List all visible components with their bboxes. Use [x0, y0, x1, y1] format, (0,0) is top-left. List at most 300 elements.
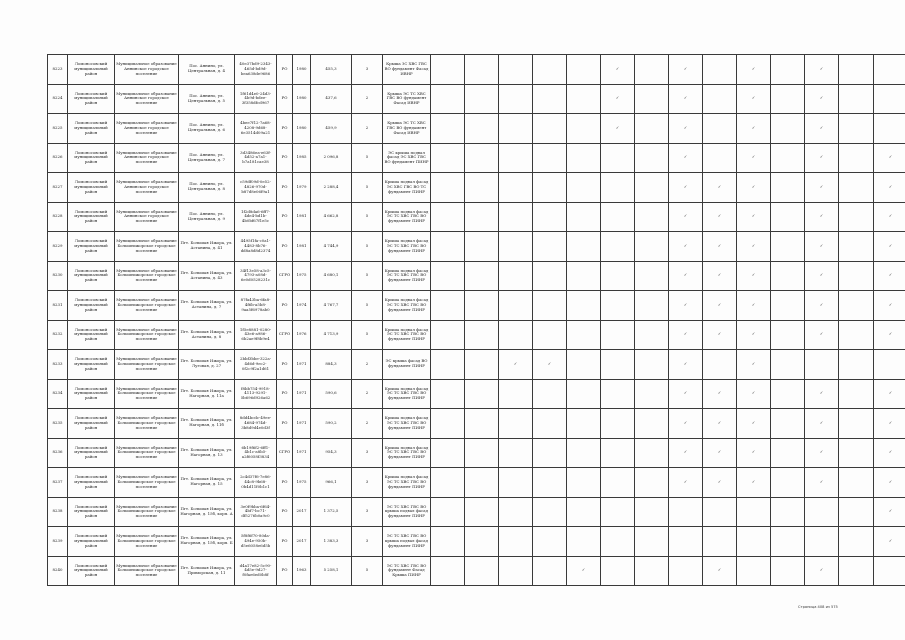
empty-cell: [533, 291, 567, 321]
address-cell: Пос. Аннино, ул. Центральная, д. 9: [179, 202, 235, 232]
guid-cell: f8bb754-9918-4113-9291-5b696d926a62: [235, 379, 277, 409]
check-mark-icon: ✓: [703, 173, 737, 203]
ownership-cell: РО: [277, 202, 293, 232]
check-mark-icon: ✓: [533, 350, 567, 380]
empty-cell: [771, 527, 805, 557]
empty-cell: [805, 350, 839, 380]
empty-cell: [499, 379, 533, 409]
check-mark-icon: ✓: [669, 173, 703, 203]
row-number: 8239: [48, 527, 68, 557]
area-cell: 455,3: [311, 55, 352, 85]
check-mark-icon: ✓: [805, 55, 839, 85]
empty-cell: [431, 261, 465, 291]
row-number: 8229: [48, 232, 68, 262]
floors-cell: 2: [352, 409, 383, 439]
empty-cell: [771, 114, 805, 144]
floors-cell: 5: [352, 232, 383, 262]
check-mark-icon: ✓: [874, 409, 905, 439]
empty-cell: [465, 291, 499, 321]
table-row: [48, 468, 905, 498]
floors-cell: 3: [352, 55, 383, 85]
empty-cell: [533, 84, 567, 114]
check-mark-icon: ✓: [669, 261, 703, 291]
check-mark-icon: ✓: [669, 143, 703, 173]
check-mark-icon: ✓: [874, 173, 905, 203]
empty-cell: [635, 143, 669, 173]
empty-cell: [737, 527, 771, 557]
address-cell: Пос. Аннино, ул. Центральная, д. 6: [179, 114, 235, 144]
guid-cell: 34f13e58-a3c5-4793-a08d-6e0d0528231c: [235, 261, 277, 291]
check-mark-icon: ✓: [874, 202, 905, 232]
check-mark-icon: ✓: [874, 232, 905, 262]
check-mark-icon: ✓: [669, 114, 703, 144]
empty-cell: [839, 350, 874, 380]
empty-cell: [431, 497, 465, 527]
empty-cell: [703, 114, 737, 144]
check-mark-icon: ✓: [737, 438, 771, 468]
empty-cell: [465, 438, 499, 468]
empty-cell: [601, 556, 635, 586]
empty-cell: [533, 114, 567, 144]
empty-cell: [465, 379, 499, 409]
empty-cell: [771, 84, 805, 114]
empty-cell: [771, 55, 805, 85]
area-cell: 884,3: [311, 350, 352, 380]
empty-cell: [465, 320, 499, 350]
empty-cell: [703, 527, 737, 557]
municipality-cell: Муниципальное образование Большеижорское городское поселение: [115, 527, 179, 557]
municipality-cell: Муниципальное образование Большеижорское городское поселение: [115, 232, 179, 262]
floors-cell: 5: [352, 556, 383, 586]
check-mark-icon: ✓: [601, 84, 635, 114]
address-cell: Пос. Аннино, ул. Центральная, д. 8: [179, 173, 235, 203]
empty-cell: [839, 173, 874, 203]
ownership-cell: РО: [277, 527, 293, 557]
check-mark-icon: ✓: [737, 202, 771, 232]
empty-cell: [635, 438, 669, 468]
check-mark-icon: ✓: [874, 468, 905, 498]
guid-cell: 3e0f9bba-6f64-4bf7-bc71-df5276b0a9c0: [235, 497, 277, 527]
empty-cell: [533, 55, 567, 85]
municipality-cell: Муниципальное образование Большеижорское городское поселение: [115, 261, 179, 291]
empty-cell: [805, 527, 839, 557]
check-mark-icon: ✓: [737, 409, 771, 439]
district-cell: Ломоносовский муниципальный район: [68, 320, 115, 350]
year-cell: 1979: [293, 173, 311, 203]
municipality-cell: Муниципальное образование Аннинское городское поселение: [115, 143, 179, 173]
floors-cell: 5: [352, 261, 383, 291]
address-cell: Пгт. Большая Ижора, ул. Нагорная, д. 15: [179, 468, 235, 498]
empty-cell: [669, 527, 703, 557]
empty-cell: [635, 202, 669, 232]
empty-cell: [839, 320, 874, 350]
empty-cell: [499, 527, 533, 557]
empty-cell: [874, 350, 905, 380]
year-cell: 1971: [293, 438, 311, 468]
check-mark-icon: ✓: [805, 438, 839, 468]
empty-cell: [839, 468, 874, 498]
area-cell: 459,9: [311, 114, 352, 144]
empty-cell: [465, 143, 499, 173]
empty-cell: [431, 202, 465, 232]
floors-cell: 5: [352, 291, 383, 321]
year-cell: 1971: [293, 350, 311, 380]
empty-cell: [499, 55, 533, 85]
row-number: 8235: [48, 409, 68, 439]
empty-cell: [771, 291, 805, 321]
table-row: [48, 232, 905, 262]
empty-cell: [771, 261, 805, 291]
empty-cell: [465, 556, 499, 586]
works-cell: ЭС крыша подвал фасад ЭС ХВС ГВС ВО фундамент ПИНР: [383, 143, 431, 173]
table-row: [48, 350, 905, 380]
empty-cell: [635, 55, 669, 85]
district-cell: Ломоносовский муниципальный район: [68, 114, 115, 144]
check-mark-icon: ✓: [669, 320, 703, 350]
municipality-cell: Муниципальное образование Аннинское городское поселение: [115, 202, 179, 232]
check-mark-icon: ✓: [737, 232, 771, 262]
empty-cell: [567, 291, 601, 321]
empty-cell: [499, 261, 533, 291]
empty-cell: [431, 114, 465, 144]
district-cell: Ломоносовский муниципальный район: [68, 291, 115, 321]
empty-cell: [431, 527, 465, 557]
floors-cell: 2: [352, 84, 383, 114]
empty-cell: [465, 232, 499, 262]
guid-cell: 87fa43ba-6fa8-4f6b-a5b8-9aa5f6978ab0: [235, 291, 277, 321]
table-row: [48, 261, 905, 291]
ownership-cell: РО: [277, 114, 293, 144]
empty-cell: [635, 497, 669, 527]
check-mark-icon: ✓: [805, 409, 839, 439]
guid-cell: 1f5e8881-0280-43e6-a986-6b2ae9f8b9e4: [235, 320, 277, 350]
address-cell: Пгт. Большая Ижора, ул. Луговая, д. 27: [179, 350, 235, 380]
empty-cell: [601, 438, 635, 468]
empty-cell: [465, 114, 499, 144]
empty-cell: [839, 409, 874, 439]
year-cell: 1980: [293, 84, 311, 114]
empty-cell: [839, 232, 874, 262]
year-cell: 1976: [293, 320, 311, 350]
ownership-cell: РО: [277, 232, 293, 262]
check-mark-icon: ✓: [737, 468, 771, 498]
address-cell: Пгт. Большая Ижора, ул. Нагорная, д. 13: [179, 438, 235, 468]
year-cell: 1963: [293, 556, 311, 586]
year-cell: 2017: [293, 527, 311, 557]
check-mark-icon: ✓: [874, 379, 905, 409]
check-mark-icon: ✓: [805, 84, 839, 114]
empty-cell: [635, 350, 669, 380]
empty-cell: [669, 556, 703, 586]
empty-cell: [431, 55, 465, 85]
empty-cell: [635, 261, 669, 291]
guid-cell: 1f61d4e0-24d3-4b9d-bdee-3f358dfcd967: [235, 84, 277, 114]
check-mark-icon: ✓: [874, 527, 905, 557]
empty-cell: [635, 232, 669, 262]
table-row: [48, 556, 905, 586]
area-cell: 2 096,8: [311, 143, 352, 173]
empty-cell: [839, 497, 874, 527]
empty-cell: [533, 320, 567, 350]
year-cell: 2017: [293, 497, 311, 527]
empty-cell: [737, 556, 771, 586]
municipality-cell: Муниципальное образование Аннинское городское поселение: [115, 55, 179, 85]
empty-cell: [533, 468, 567, 498]
check-mark-icon: ✓: [805, 173, 839, 203]
guid-cell: 6b19f6f2-6ff1-4b1c-a8b5-a2f6058f3834: [235, 438, 277, 468]
works-cell: ЭС ТС ХВС ГВС ВО крыша подвал фасад фундамент ПИНР: [383, 527, 431, 557]
table-row: [48, 55, 905, 85]
empty-cell: [465, 409, 499, 439]
empty-cell: [839, 527, 874, 557]
check-mark-icon: ✓: [874, 497, 905, 527]
check-mark-icon: ✓: [874, 438, 905, 468]
empty-cell: [703, 84, 737, 114]
check-mark-icon: ✓: [499, 350, 533, 380]
empty-cell: [601, 291, 635, 321]
empty-cell: [635, 84, 669, 114]
row-number: 8236: [48, 438, 68, 468]
works-cell: Крыша подвал фасад ЭС ТС ХВС ГВС ВО фундамент ПИНР: [383, 379, 431, 409]
municipality-cell: Муниципальное образование Большеижорское городское поселение: [115, 320, 179, 350]
works-cell: ЭС ТС ХВС ГВС ВО фундамент Фасад Крыша ПИНР: [383, 556, 431, 586]
empty-cell: [567, 438, 601, 468]
empty-cell: [839, 143, 874, 173]
empty-cell: [839, 379, 874, 409]
empty-cell: [567, 55, 601, 85]
empty-cell: [771, 409, 805, 439]
check-mark-icon: ✓: [703, 320, 737, 350]
check-mark-icon: ✓: [737, 173, 771, 203]
year-cell: 1985: [293, 143, 311, 173]
works-cell: ЭС ТС ХВС ГВС ВО крыша подвал фасад фундамент ПИНР: [383, 497, 431, 527]
check-mark-icon: ✓: [669, 379, 703, 409]
ownership-cell: РО: [277, 409, 293, 439]
check-mark-icon: ✓: [874, 143, 905, 173]
empty-cell: [465, 350, 499, 380]
works-cell: Крыша подвал фасад ЭС ТС ХВС ГВС ВО фундамент ПИНР: [383, 291, 431, 321]
empty-cell: [601, 143, 635, 173]
floors-cell: 2: [352, 350, 383, 380]
empty-cell: [567, 143, 601, 173]
table-row: [48, 497, 905, 527]
empty-cell: [567, 320, 601, 350]
district-cell: Ломоносовский муниципальный район: [68, 556, 115, 586]
address-cell: Пгт. Большая Ижора, ул. Астанина, д. 8: [179, 320, 235, 350]
ownership-cell: РО: [277, 143, 293, 173]
empty-cell: [431, 409, 465, 439]
empty-cell: [771, 438, 805, 468]
empty-cell: [839, 291, 874, 321]
empty-cell: [839, 556, 874, 586]
empty-cell: [839, 202, 874, 232]
municipality-cell: Муниципальное образование Большеижорское городское поселение: [115, 497, 179, 527]
address-cell: Пгт. Большая Ижора, ул. Астанина, д. 7: [179, 291, 235, 321]
empty-cell: [499, 143, 533, 173]
municipality-cell: Муниципальное образование Большеижорское городское поселение: [115, 379, 179, 409]
empty-cell: [635, 409, 669, 439]
district-cell: Ломоносовский муниципальный район: [68, 379, 115, 409]
empty-cell: [431, 143, 465, 173]
area-cell: 1 372,5: [311, 497, 352, 527]
municipality-cell: Муниципальное образование Большеижорское городское поселение: [115, 468, 179, 498]
empty-cell: [431, 320, 465, 350]
table-row: [48, 114, 905, 144]
check-mark-icon: ✓: [805, 291, 839, 321]
empty-cell: [635, 173, 669, 203]
check-mark-icon: ✓: [703, 379, 737, 409]
empty-cell: [465, 527, 499, 557]
works-cell: Крыша подвал фасад ЭС ТС ХВС ГВС ВО фундамент ПИНР: [383, 320, 431, 350]
row-number: 8230: [48, 261, 68, 291]
row-number: 8228: [48, 202, 68, 232]
empty-cell: [703, 497, 737, 527]
empty-cell: [839, 438, 874, 468]
empty-cell: [771, 232, 805, 262]
area-cell: 954,3: [311, 438, 352, 468]
works-cell: Крыша подвал фасад ЭС ТС ХВС ГВС ВО фундамент ПИНР: [383, 438, 431, 468]
empty-cell: [533, 261, 567, 291]
address-cell: Пгт. Большая Ижора, ул. Нагорная, д. 11б: [179, 409, 235, 439]
area-cell: 4 680,1: [311, 261, 352, 291]
area-cell: 4 767,7: [311, 291, 352, 321]
guid-cell: 3d3486ea-e63f-4d52-a7a1-b7a181cae38: [235, 143, 277, 173]
check-mark-icon: ✓: [567, 556, 601, 586]
empty-cell: [499, 556, 533, 586]
empty-cell: [499, 84, 533, 114]
empty-cell: [431, 468, 465, 498]
row-number: 8225: [48, 114, 68, 144]
district-cell: Ломоносовский муниципальный район: [68, 468, 115, 498]
municipality-cell: Муниципальное образование Аннинское городское поселение: [115, 84, 179, 114]
check-mark-icon: ✓: [737, 143, 771, 173]
empty-cell: [499, 173, 533, 203]
empty-cell: [499, 114, 533, 144]
empty-cell: [635, 468, 669, 498]
empty-cell: [601, 527, 635, 557]
empty-cell: [567, 468, 601, 498]
floors-cell: 5: [352, 202, 383, 232]
empty-cell: [567, 232, 601, 262]
area-cell: 5 258,1: [311, 556, 352, 586]
check-mark-icon: ✓: [703, 202, 737, 232]
empty-cell: [533, 409, 567, 439]
area-cell: 4 662,8: [311, 202, 352, 232]
floors-cell: 3: [352, 527, 383, 557]
row-number: 8234: [48, 379, 68, 409]
works-cell: Крыша подвал фасад ЭС ТС ХВС ГВС ВО фундамент ПИНР: [383, 409, 431, 439]
empty-cell: [465, 497, 499, 527]
works-cell: Крыша подвал фасад ЭС ХВС ГВС ВО ТС фундамент ПИНР: [383, 173, 431, 203]
empty-cell: [703, 55, 737, 85]
empty-cell: [533, 497, 567, 527]
municipality-cell: Муниципальное образование Большеижорское городское поселение: [115, 556, 179, 586]
register-table: [47, 54, 905, 586]
empty-cell: [499, 497, 533, 527]
municipality-cell: Муниципальное образование Аннинское городское поселение: [115, 114, 179, 144]
empty-cell: [431, 350, 465, 380]
check-mark-icon: ✓: [737, 84, 771, 114]
year-cell: 1975: [293, 261, 311, 291]
table-row: [48, 320, 905, 350]
check-mark-icon: ✓: [737, 379, 771, 409]
address-cell: Пгт. Большая Ижора, ул. Нагорная, д. 15б, корп. А: [179, 497, 235, 527]
empty-cell: [635, 291, 669, 321]
check-mark-icon: ✓: [874, 291, 905, 321]
check-mark-icon: ✓: [669, 350, 703, 380]
empty-cell: [635, 527, 669, 557]
empty-cell: [465, 202, 499, 232]
empty-cell: [465, 468, 499, 498]
table-row: [48, 438, 905, 468]
district-cell: Ломоносовский муниципальный район: [68, 438, 115, 468]
check-mark-icon: ✓: [737, 350, 771, 380]
empty-cell: [601, 202, 635, 232]
check-mark-icon: ✓: [703, 468, 737, 498]
check-mark-icon: ✓: [805, 261, 839, 291]
check-mark-icon: ✓: [805, 320, 839, 350]
empty-cell: [601, 320, 635, 350]
ownership-cell: РО: [277, 55, 293, 85]
empty-cell: [431, 84, 465, 114]
check-mark-icon: ✓: [737, 291, 771, 321]
address-cell: Пос. Аннино, ул. Центральная, д. 5: [179, 84, 235, 114]
empty-cell: [567, 350, 601, 380]
check-mark-icon: ✓: [737, 261, 771, 291]
empty-cell: [601, 173, 635, 203]
municipality-cell: Муниципальное образование Большеижорское городское поселение: [115, 350, 179, 380]
area-cell: 437,6: [311, 84, 352, 114]
works-cell: Крыша ЭС ТС ХВС ГВС ВО фундамент Фасад ИВНР: [383, 114, 431, 144]
district-cell: Ломоносовский муниципальный район: [68, 409, 115, 439]
address-cell: Пос. Аннино, ул. Центральная, д. 7: [179, 143, 235, 173]
check-mark-icon: ✓: [737, 55, 771, 85]
works-cell: Крыша ЗС ХВС ГВС ВО фундамент Фасад ИВНР: [383, 55, 431, 85]
empty-cell: [839, 55, 874, 85]
ownership-cell: РО: [277, 84, 293, 114]
address-cell: Пгт. Большая Ижора, ул. Астанина, д. 43: [179, 261, 235, 291]
district-cell: Ломоносовский муниципальный район: [68, 84, 115, 114]
empty-cell: [771, 350, 805, 380]
district-cell: Ломоносовский муниципальный район: [68, 527, 115, 557]
empty-cell: [669, 497, 703, 527]
empty-cell: [601, 409, 635, 439]
row-number: 8224: [48, 84, 68, 114]
empty-cell: [874, 55, 905, 85]
year-cell: 1981: [293, 202, 311, 232]
empty-cell: [465, 261, 499, 291]
empty-cell: [874, 556, 905, 586]
empty-cell: [465, 55, 499, 85]
check-mark-icon: ✓: [669, 202, 703, 232]
empty-cell: [533, 202, 567, 232]
guid-cell: 5f8f6f70-80da-494e-950b-d5e6058e6d5b: [235, 527, 277, 557]
check-mark-icon: ✓: [703, 556, 737, 586]
empty-cell: [533, 527, 567, 557]
empty-cell: [771, 173, 805, 203]
empty-cell: [499, 438, 533, 468]
check-mark-icon: ✓: [737, 320, 771, 350]
district-cell: Ломоносовский муниципальный район: [68, 173, 115, 203]
empty-cell: [805, 497, 839, 527]
table-row: [48, 527, 905, 557]
row-number: 8227: [48, 173, 68, 203]
check-mark-icon: ✓: [669, 84, 703, 114]
row-number: 8231: [48, 291, 68, 321]
empty-cell: [567, 497, 601, 527]
floors-cell: 3: [352, 438, 383, 468]
ownership-cell: РО: [277, 350, 293, 380]
